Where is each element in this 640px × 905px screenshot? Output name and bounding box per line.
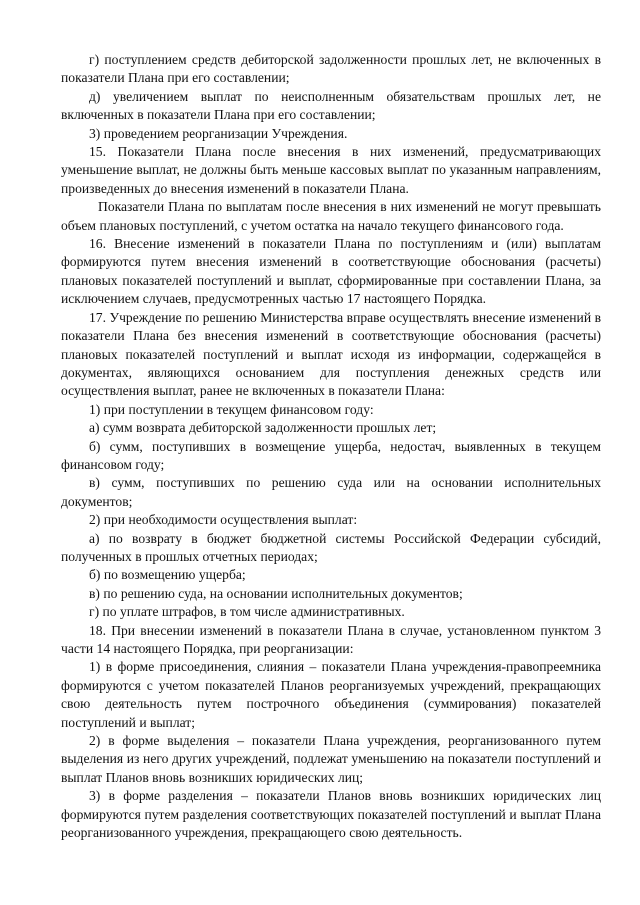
paragraph-17-1-b: б) сумм, поступивших в возмещение ущерба, недостач, выявленных в текущем финансовом году; [61, 438, 601, 472]
paragraph-17-2-v: в) по решению суда, на основании исполнительных документов; [89, 585, 463, 601]
paragraph-18-3: 3) в форме разделения – показатели Планов вновь возникших юридических лиц формируются путем разделения соответствующих показателей поступлений и выплат Плана реорганизованного учреждения, прекращающего свою деятельность. [61, 788, 601, 841]
paragraph-16: 16. Внесение изменений в показатели Плана по поступлениям и (или) выплатам формируются путем внесения изменений в соответствующие обоснования (расчеты) плановых показателей поступлений и выплат, сформированные при составлении Плана, за исключением случаев, предусмотренных частью 17 настоящего Порядка. [61, 236, 601, 307]
paragraph-14-d: д) увеличением выплат по неисполненным обязательствам прошлых лет, не включенных в показатели Плана при его составлении; [61, 88, 601, 123]
paragraph-18-2: 2) в форме выделения – показатели Плана учреждения, реорганизованного путем выделения из него других учреждений, подлежат уменьшению на показатели поступлений и выплат Планов вновь возникших юридических лиц; [61, 733, 601, 785]
paragraph-18-1: 1) в форме присоединения, слияния – показатели Плана учреждения-правопреемника формируются с учетом показателей Планов реорганизуемых учреждений, прекращающих свою деятельность путем построчного объединения (суммирования) показателей поступлений и выплат; [61, 659, 601, 730]
paragraph-17-2-b: б) по возмещению ущерба; [89, 567, 246, 583]
paragraph-17-1: 1) при поступлении в текущем финансовом году: [89, 401, 374, 417]
paragraph-17-1-a: а) сумм возврата дебиторской задолженности прошлых лет; [89, 420, 437, 436]
paragraph-14-3: 3) проведением реорганизации Учреждения. [89, 125, 348, 141]
paragraph-17-2-g: г) по уплате штрафов, в том числе административных. [89, 604, 405, 620]
paragraph-17-1-v: в) сумм, поступивших по решению суда или на основании исполнительных документов; [61, 475, 601, 509]
paragraph-17-2-a: а) по возврату в бюджет бюджетной системы Российской Федерации субсидий, полученных в прошлых отчетных периодах; [61, 530, 601, 564]
paragraph-14-g: г) поступлением средств дебиторской задолженности прошлых лет, не включенных в показатели Плана при его составлении; [61, 52, 601, 86]
paragraph-18: 18. При внесении изменений в показатели Плана в случае, установленном пунктом 3 части 14 настоящего Порядка, при реорганизации: [61, 622, 601, 656]
paragraph-17-2: 2) при необходимости осуществления выплат: [89, 512, 358, 528]
paragraph-15: 15. Показатели Плана после внесения в них изменений, предусматривающих уменьшение выплат, не должны быть меньше кассовых выплат по указанным направлениям, произведенных до внесения изменений в показатели Плана. [61, 144, 601, 196]
paragraph-15-cont: Показатели Плана по выплатам после внесения в них изменений не могут превышать объем плановых поступлений, с учетом остатка на начало текущего финансового года. [61, 199, 601, 233]
paragraph-17: 17. Учреждение по решению Министерства вправе осуществлять внесение изменений в показатели Плана без внесения изменений в соответствующие обоснования (расчеты) плановых показателей поступлений и выплат исходя из информации, содержащейся в документах, являющихся основанием для поступления денежных средств или осуществления выплат, ранее не включенных в показатели Плана: [61, 309, 601, 399]
document-page [61, 51, 601, 842]
